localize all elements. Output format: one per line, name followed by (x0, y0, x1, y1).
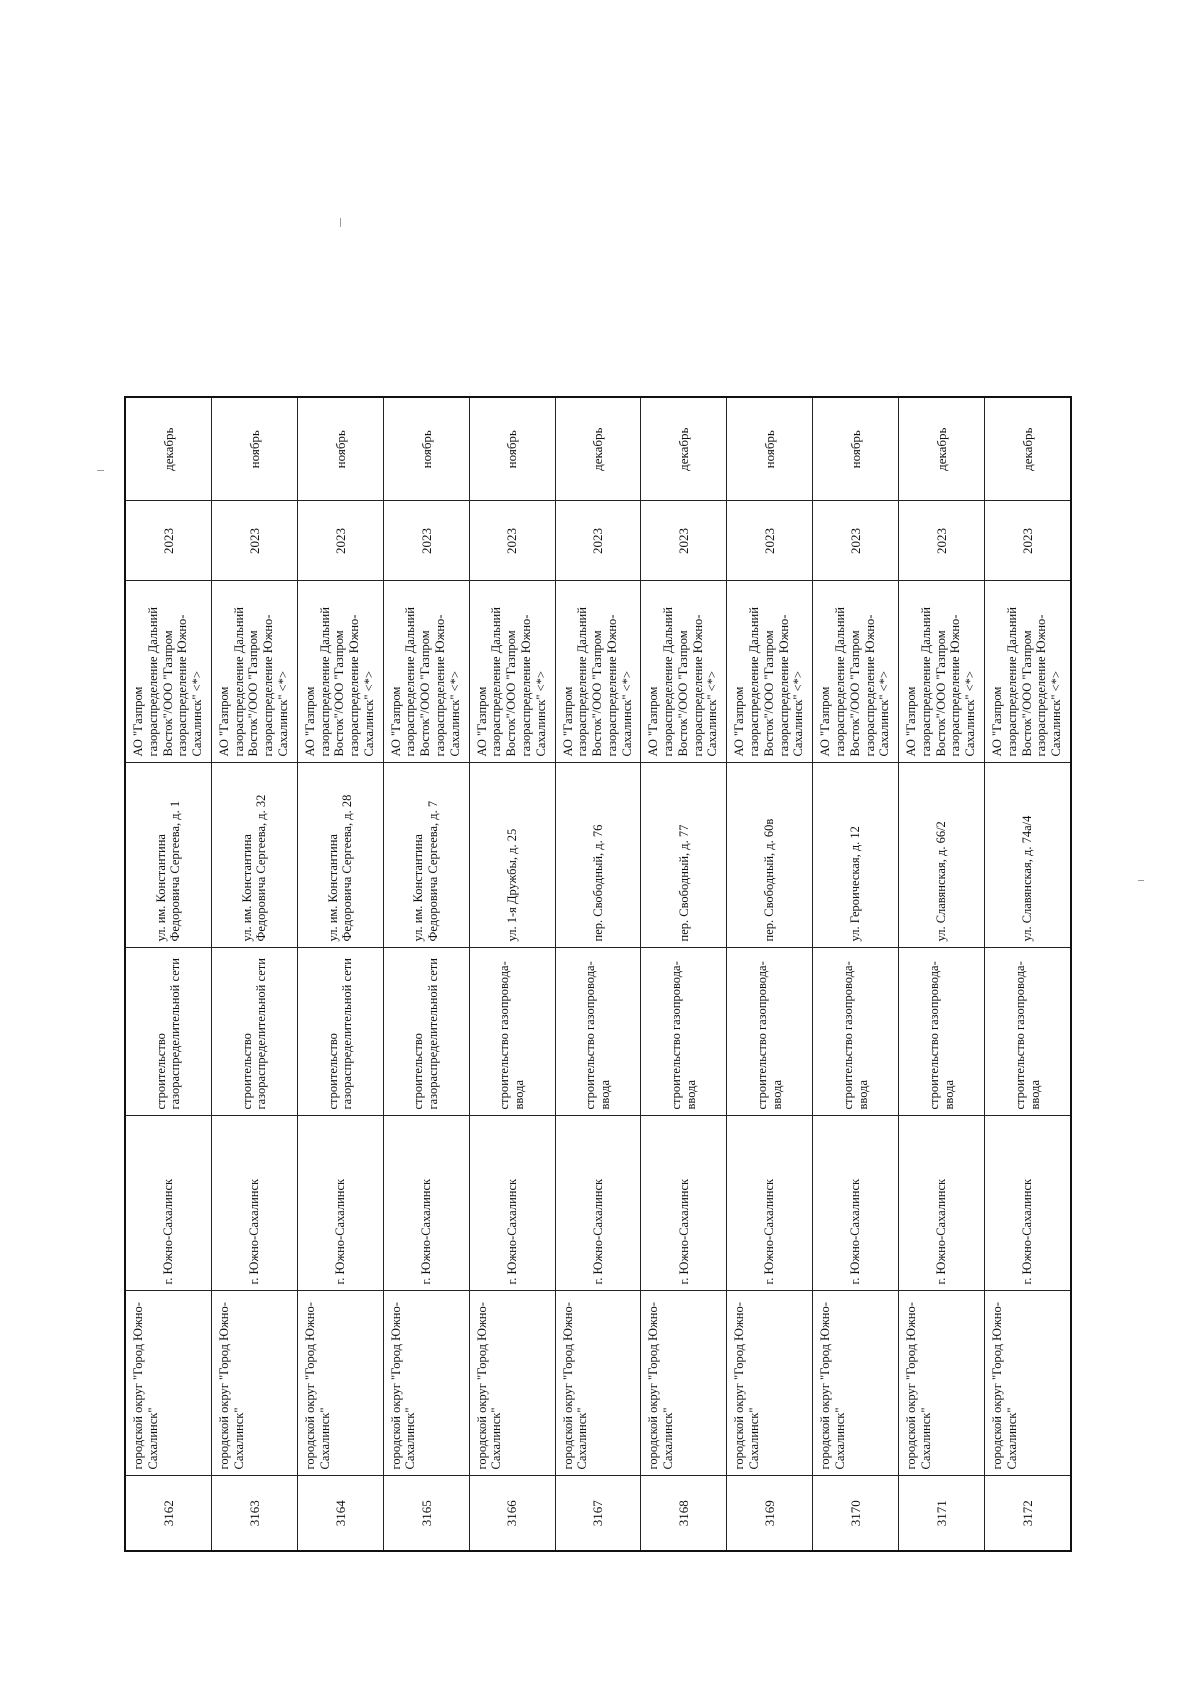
municipality-cell: городской округ "Город Южно-Сахалинск" (297, 1291, 383, 1476)
locality-cell: г. Южно-Сахалинск (985, 1116, 1071, 1291)
municipality-cell: городской округ "Город Южно-Сахалинск" (899, 1291, 985, 1476)
row-number-cell: 3170 (813, 1476, 899, 1551)
row-number-cell: 3172 (985, 1476, 1071, 1551)
municipality-cell: городской округ "Город Южно-Сахалинск" (125, 1291, 211, 1476)
month-cell: декабрь (985, 397, 1071, 501)
year-cell: 2023 (383, 501, 469, 581)
month-cell: ноябрь (813, 397, 899, 501)
month-cell: ноябрь (297, 397, 383, 501)
table-row (555, 397, 641, 1551)
organization-cell: АО "Газпром газораспределение Дальний Восток"/ООО "Газпром газораспределение Южно-Сахалинск" <*> (985, 581, 1071, 763)
year-cell: 2023 (211, 501, 297, 581)
address-cell: ул. им. Константина Федоровича Сергеева, д. 28 (297, 763, 383, 948)
organization-cell: АО "Газпром газораспределение Дальний Восток"/ООО "Газпром газораспределение Южно-Сахалинск" <*> (211, 581, 297, 763)
organization-cell: АО "Газпром газораспределение Дальний Восток"/ООО "Газпром газораспределение Южно-Сахалинск" <*> (813, 581, 899, 763)
municipality-cell: городской округ "Город Южно-Сахалинск" (727, 1291, 813, 1476)
year-cell: 2023 (469, 501, 555, 581)
year-cell: 2023 (899, 501, 985, 581)
address-cell: пер. Свободный, д. 76 (555, 763, 641, 948)
locality-cell: г. Южно-Сахалинск (469, 1116, 555, 1291)
organization-cell: АО "Газпром газораспределение Дальний Восток"/ООО "Газпром газораспределение Южно-Сахалинск" <*> (469, 581, 555, 763)
municipality-cell: городской округ "Город Южно-Сахалинск" (555, 1291, 641, 1476)
locality-cell: г. Южно-Сахалинск (727, 1116, 813, 1291)
work-type-cell: строительство газораспределительной сети (211, 948, 297, 1116)
table-body (125, 397, 1071, 1551)
month-cell: декабрь (125, 397, 211, 501)
month-cell: декабрь (641, 397, 727, 501)
address-cell: пер. Свободный, д. 60в (727, 763, 813, 948)
scan-speck (340, 218, 341, 227)
year-cell: 2023 (125, 501, 211, 581)
locality-cell: г. Южно-Сахалинск (125, 1116, 211, 1291)
address-cell: ул. Славянская, д. 66/2 (899, 763, 985, 948)
table-row (383, 397, 469, 1551)
year-cell: 2023 (727, 501, 813, 581)
locality-cell: г. Южно-Сахалинск (297, 1116, 383, 1291)
table-row (813, 397, 899, 1551)
table-row (469, 397, 555, 1551)
municipality-cell: городской округ "Город Южно-Сахалинск" (383, 1291, 469, 1476)
row-number-cell: 3165 (383, 1476, 469, 1551)
work-type-cell: строительство газопровода-ввода (727, 948, 813, 1116)
organization-cell: АО "Газпром газораспределение Дальний Восток"/ООО "Газпром газораспределение Южно-Сахалинск" <*> (641, 581, 727, 763)
month-cell: декабрь (555, 397, 641, 501)
work-type-cell: строительство газопровода-ввода (985, 948, 1071, 1116)
rotated-table-container (124, 398, 1072, 1552)
organization-cell: АО "Газпром газораспределение Дальний Восток"/ООО "Газпром газораспределение Южно-Сахалинск" <*> (297, 581, 383, 763)
work-type-cell: строительство газопровода-ввода (813, 948, 899, 1116)
scan-speck (1138, 880, 1144, 881)
month-cell: ноябрь (211, 397, 297, 501)
table-row (899, 397, 985, 1551)
row-number-cell: 3162 (125, 1476, 211, 1551)
table-row (125, 397, 211, 1551)
address-cell: ул. им. Константина Федоровича Сергеева, д. 7 (383, 763, 469, 948)
row-number-cell: 3167 (555, 1476, 641, 1551)
month-cell: декабрь (899, 397, 985, 501)
work-type-cell: строительство газопровода-ввода (899, 948, 985, 1116)
municipality-cell: городской округ "Город Южно-Сахалинск" (985, 1291, 1071, 1476)
address-cell: ул. им. Константина Федоровича Сергеева, д. 32 (211, 763, 297, 948)
locality-cell: г. Южно-Сахалинск (383, 1116, 469, 1291)
year-cell: 2023 (297, 501, 383, 581)
organization-cell: АО "Газпром газораспределение Дальний Восток"/ООО "Газпром газораспределение Южно-Сахалинск" <*> (555, 581, 641, 763)
table-row (211, 397, 297, 1551)
municipality-cell: городской округ "Город Южно-Сахалинск" (813, 1291, 899, 1476)
row-number-cell: 3164 (297, 1476, 383, 1551)
address-cell: ул. Героическая, д. 12 (813, 763, 899, 948)
row-number-cell: 3163 (211, 1476, 297, 1551)
work-type-cell: строительство газопровода-ввода (555, 948, 641, 1116)
row-number-cell: 3171 (899, 1476, 985, 1551)
scan-speck (97, 470, 104, 471)
year-cell: 2023 (813, 501, 899, 581)
month-cell: ноябрь (469, 397, 555, 501)
municipality-cell: городской округ "Город Южно-Сахалинск" (641, 1291, 727, 1476)
work-type-cell: строительство газораспределительной сети (383, 948, 469, 1116)
locality-cell: г. Южно-Сахалинск (211, 1116, 297, 1291)
table-row (297, 397, 383, 1551)
organization-cell: АО "Газпром газораспределение Дальний Восток"/ООО "Газпром газораспределение Южно-Сахалинск" <*> (727, 581, 813, 763)
work-type-cell: строительство газораспределительной сети (297, 948, 383, 1116)
organization-cell: АО "Газпром газораспределение Дальний Восток"/ООО "Газпром газораспределение Южно-Сахалинск" <*> (899, 581, 985, 763)
gasification-schedule-table (124, 396, 1072, 1552)
month-cell: ноябрь (727, 397, 813, 501)
locality-cell: г. Южно-Сахалинск (555, 1116, 641, 1291)
work-type-cell: строительство газопровода-ввода (469, 948, 555, 1116)
locality-cell: г. Южно-Сахалинск (813, 1116, 899, 1291)
address-cell: ул. 1-я Дружбы, д. 25 (469, 763, 555, 948)
year-cell: 2023 (641, 501, 727, 581)
work-type-cell: строительство газораспределительной сети (125, 948, 211, 1116)
month-cell: ноябрь (383, 397, 469, 501)
locality-cell: г. Южно-Сахалинск (899, 1116, 985, 1291)
municipality-cell: городской округ "Город Южно-Сахалинск" (469, 1291, 555, 1476)
year-cell: 2023 (985, 501, 1071, 581)
year-cell: 2023 (555, 501, 641, 581)
table-row (727, 397, 813, 1551)
address-cell: ул. им. Константина Федоровича Сергеева, д. 1 (125, 763, 211, 948)
locality-cell: г. Южно-Сахалинск (641, 1116, 727, 1291)
row-number-cell: 3166 (469, 1476, 555, 1551)
organization-cell: АО "Газпром газораспределение Дальний Восток"/ООО "Газпром газораспределение Южно-Сахалинск" <*> (383, 581, 469, 763)
row-number-cell: 3169 (727, 1476, 813, 1551)
work-type-cell: строительство газопровода-ввода (641, 948, 727, 1116)
table-row (641, 397, 727, 1551)
organization-cell: АО "Газпром газораспределение Дальний Восток"/ООО "Газпром газораспределение Южно-Сахалинск" <*> (125, 581, 211, 763)
table-row (985, 397, 1071, 1551)
address-cell: ул. Славянская, д. 74а/4 (985, 763, 1071, 948)
municipality-cell: городской округ "Город Южно-Сахалинск" (211, 1291, 297, 1476)
row-number-cell: 3168 (641, 1476, 727, 1551)
address-cell: пер. Свободный, д. 77 (641, 763, 727, 948)
